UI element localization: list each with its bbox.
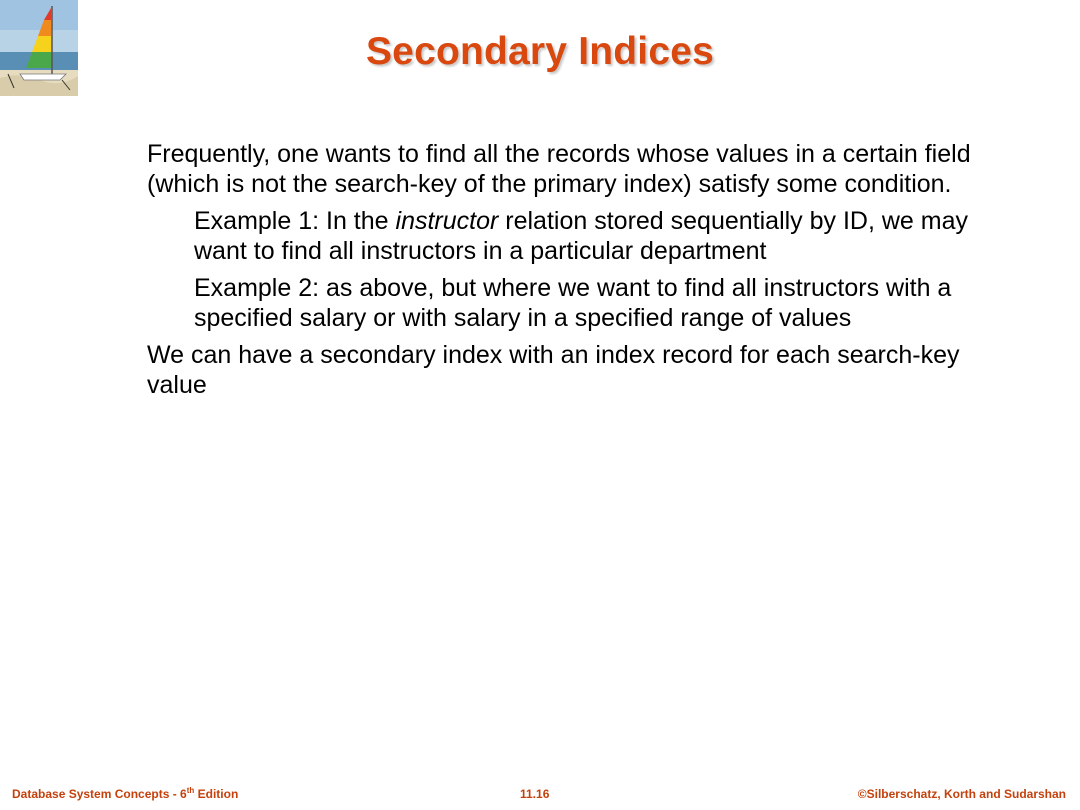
- relation-name: instructor: [395, 207, 499, 235]
- slide-body: [147, 139, 977, 407]
- footer: [0, 787, 1080, 803]
- footer-edition-suffix: th: [186, 786, 195, 795]
- footer-book-name: Database System Concepts - 6: [12, 787, 187, 801]
- conclusion-paragraph: We can have a secondary index with an index record for each search-key value: [147, 341, 960, 399]
- example-1: [194, 206, 977, 266]
- slide-title: Secondary Indices: [365, 30, 715, 73]
- footer-book-title: [12, 787, 238, 801]
- example-1-text: Example 1: In the: [194, 207, 396, 235]
- intro-paragraph: Frequently, one wants to find all the records whose values in a certain field (which is not the search-key of the primary index) satisfy some condition.: [147, 140, 971, 198]
- example-1-text-rest: relation stored sequentially by ID, we may want to find all instructors in a particular department: [194, 207, 968, 265]
- footer-edition-word: Edition: [194, 787, 239, 801]
- footer-slide-number: 11.16: [520, 787, 550, 801]
- footer-copyright: ©Silberschatz, Korth and Sudarshan: [857, 787, 1066, 801]
- example-2: Example 2: as above, but where we want to find all instructors with a specified salary or with salary in a specified range of values: [194, 274, 952, 332]
